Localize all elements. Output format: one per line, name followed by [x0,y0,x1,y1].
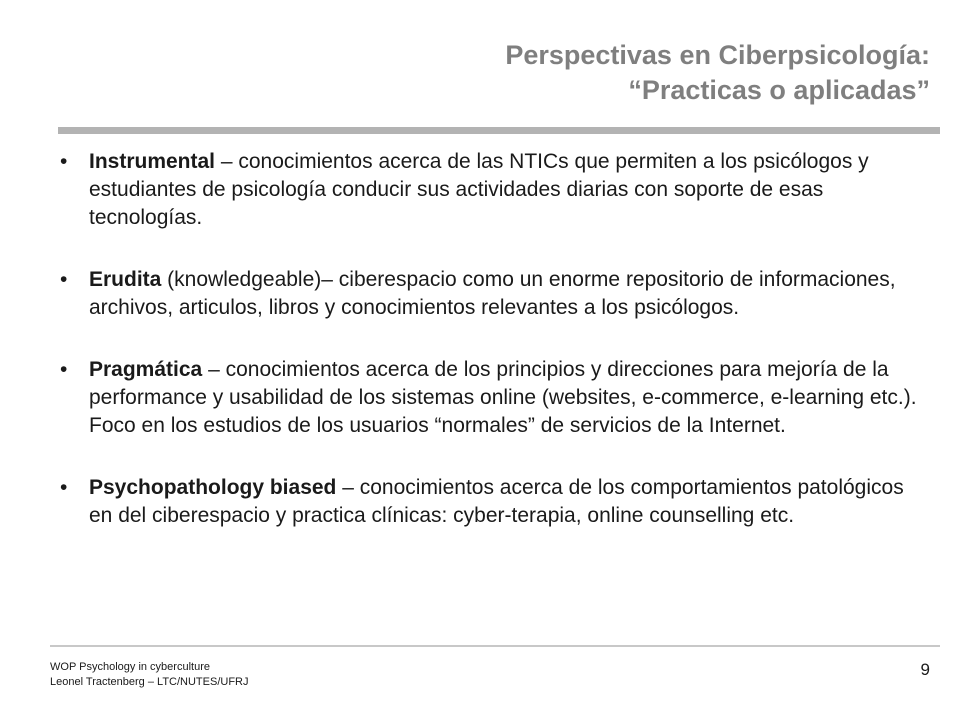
bullet-text: – conocimientos acerca de los comportamientos patológicos en del ciberespacio y practica clínicas: cyber-terapia, online counselling etc. [89,476,904,527]
title-divider [58,127,940,134]
bullet-dot-icon: • [60,150,68,173]
page-number: 9 [920,660,930,679]
slide-title [170,38,930,108]
bullet-term: Pragmática [89,358,203,381]
footer-line-2: Leonel Tractenberg – LTC/NUTES/UFRJ [50,676,249,688]
bullet-term: Psychopathology biased [89,476,337,499]
footer-divider [50,645,940,647]
footer-credits [50,660,248,690]
bullet-text: (knowledgeable)– ciberespacio como un enorme repositorio de informaciones, archivos, articulos, libros y conocimientos relevantes a los psicólogos. [89,268,896,319]
slide-title-line-2: “Practicas o aplicadas” [628,75,930,105]
bullet-list [60,148,930,564]
bullet-term: Erudita [89,268,162,291]
bullet-pragmatica [60,356,930,440]
bullet-text: – conocimientos acerca de los principios y direcciones para mejoría de la performance y usabilidad de los sistemas online (websites, e-commerce, e-learning etc.). Foco en los estudios de los usuarios “normales” de servicios de la Internet. [89,358,917,437]
bullet-psychopathology [60,474,930,530]
bullet-term: Instrumental [89,150,216,173]
slide-title-line-1: Perspectivas en Ciberpsicología: [505,40,930,70]
bullet-erudita [60,266,930,322]
bullet-text: – conocimientos acerca de las NTICs que permiten a los psicólogos y estudiantes de psicología conducir sus actividades diarias con soporte de esas tecnologías. [89,150,869,229]
bullet-dot-icon: • [60,358,68,381]
bullet-dot-icon: • [60,476,68,499]
bullet-dot-icon: • [60,268,68,291]
bullet-instrumental [60,148,930,232]
footer-line-1: WOP Psychology in cyberculture [50,661,210,673]
